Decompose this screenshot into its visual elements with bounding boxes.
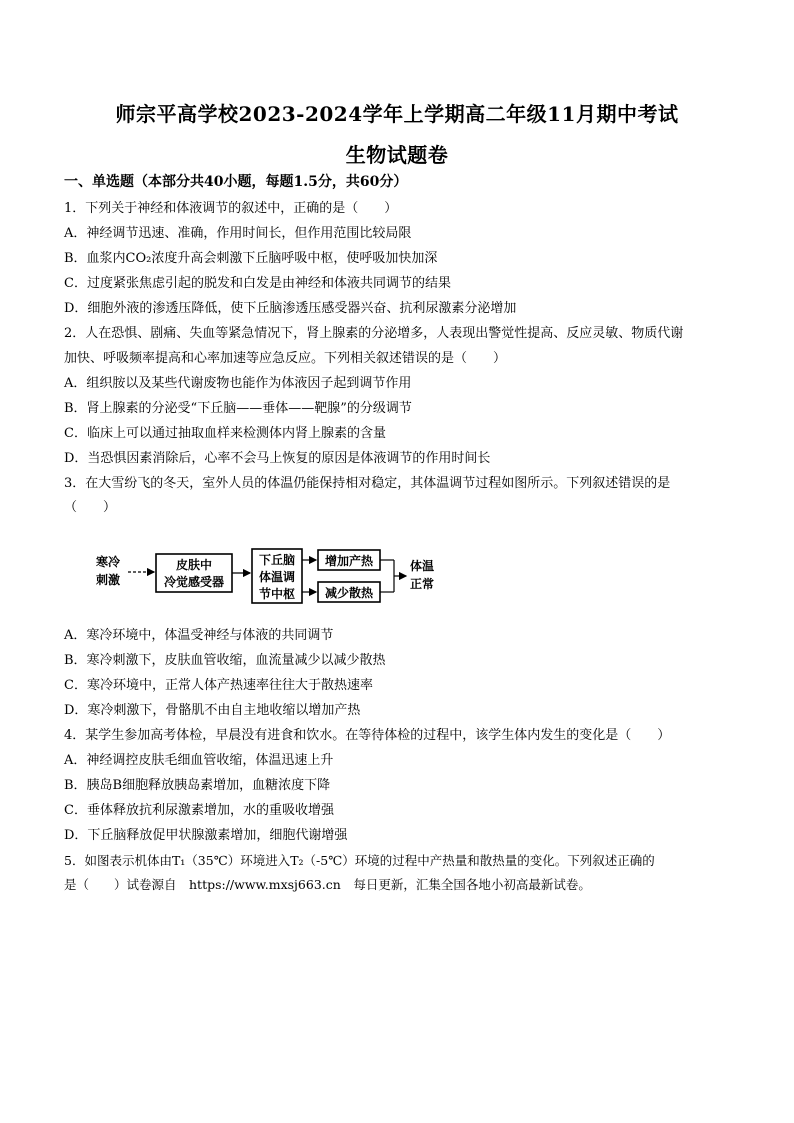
question-4-option-b: B．胰岛B细胞释放胰岛素增加，血糖浓度下降 [64,778,331,793]
diagram-heat-loss-label: 减少散热 [324,586,374,600]
question-3-option-a: A．寒冷环境中，体温受神经与体液的共同调节 [64,628,334,643]
question-3-option-c: C．寒冷环境中，正常人体产热速率往往大于散热速率 [64,678,373,693]
diagram-center-line1: 下丘脑 [258,553,296,567]
question-2-option-a: A．组织胺以及某些代谢废物也能作为体液因子起到调节作用 [64,376,412,391]
question-4-stem: 4．某学生参加高考体检，早晨没有进食和饮水。在等待体检的过程中，该学生体内发生的变化是（ ） [64,728,671,743]
question-3-stem-line1: 3．在大雪纷飞的冬天，室外人员的体温仍能保持相对稳定，其体温调节过程如图所示。下列叙述错误的是 [64,476,671,491]
question-5-stem-line2: 是（ ）试卷源自 https://www.mxsj663.cn 每日更新，汇集全国各地小初高最新试卷。 [64,877,591,892]
question-1-option-c: C．过度紧张焦虑引起的脱发和白发是由神经和体液共同调节的结果 [64,276,451,291]
question-1-stem: 1．下列关于神经和体液调节的叙述中，正确的是（ ） [64,201,398,216]
diagram-result-line1: 体温 [410,559,435,573]
question-2-option-c: C．临床上可以通过抽取血样来检测体内肾上腺素的含量 [64,426,386,441]
diagram-stimulus-line1: 寒冷 [96,555,121,569]
diagram-center-line3: 节中枢 [258,587,296,601]
question-1-option-d: D．细胞外液的渗透压降低，使下丘脑渗透压感受器兴奋、抗利尿激素分泌增加 [64,301,517,316]
thermoregulation-flow-diagram [90,548,450,608]
diagram-result-line2: 正常 [410,577,435,591]
question-4-option-c: C．垂体释放抗利尿激素增加，水的重吸收增强 [64,803,334,818]
diagram-stimulus-line2: 刺激 [96,573,121,587]
question-4-option-d: D．下丘脑释放促甲状腺激素增加，细胞代谢增强 [64,828,348,843]
diagram-receptor-line1: 皮肤中 [175,558,213,572]
question-1-option-a: A．神经调节迅速、准确，作用时间长，但作用范围比较局限 [64,226,412,241]
question-3-option-d: D．寒冷刺激下，骨骼肌不由自主地收缩以增加产热 [64,703,361,718]
question-1-option-b: B．血浆内CO₂浓度升高会刺激下丘脑呼吸中枢，使呼吸加快加深 [64,251,438,266]
exam-subtitle: 生物试题卷 [345,143,449,167]
section-heading: 一、单选题（本部分共40小题，每题1.5分，共60分） [64,174,408,190]
diagram-center-line2: 体温调 [258,570,296,584]
question-2-option-b: B．肾上腺素的分泌受“下丘脑——垂体——靶腺”的分级调节 [64,401,412,416]
question-4-option-a: A．神经调控皮肤毛细血管收缩，体温迅速上升 [64,753,334,768]
question-2-stem-line2: 加快、呼吸频率提高和心率加速等应急反应。下列相关叙述错误的是（ ） [64,351,507,366]
question-3-stem-line2: （ ） [64,500,117,515]
exam-title: 师宗平高学校2023-2024学年上学期高二年级11月期中考试 [115,102,679,126]
question-2-option-d: D．当恐惧因素消除后，心率不会马上恢复的原因是体液调节的作用时间长 [64,451,491,466]
question-3-option-b: B．寒冷刺激下，皮肤血管收缩，血流量减少以减少散热 [64,653,386,668]
diagram-heat-gain-label: 增加产热 [324,554,374,568]
question-2-stem-line1: 2．人在恐惧、剧痛、失血等紧急情况下，肾上腺素的分泌增多，人表现出警觉性提高、反应灵敏、物质代谢 [64,326,684,341]
diagram-receptor-line2: 冷觉感受器 [163,575,225,589]
question-5-stem-line1: 5．如图表示机体由T₁（35℃）环境进入T₂（-5℃）环境的过程中产热量和散热量的变化。下列叙述正确的 [64,853,655,868]
